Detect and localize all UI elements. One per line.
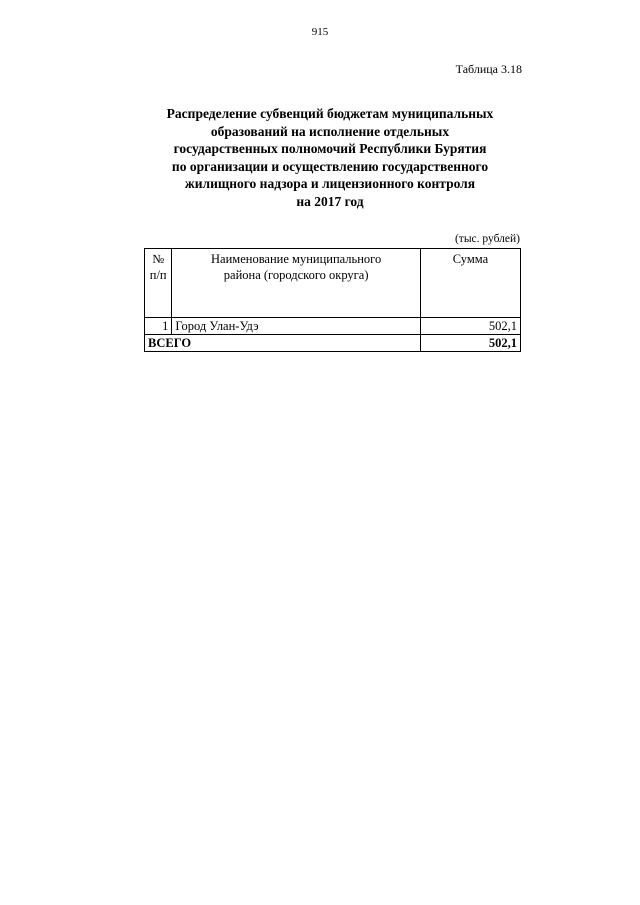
header-sum: Сумма — [420, 249, 520, 318]
document-title — [140, 105, 520, 210]
units-label: (тыс. рублей) — [454, 233, 520, 245]
subsidy-table — [144, 248, 521, 352]
table-header-row — [145, 249, 521, 318]
title-line: Распределение субвенций бюджетам муниципальных — [166, 106, 494, 121]
total-label: ВСЕГО — [145, 335, 421, 352]
page-number: 915 — [311, 26, 329, 38]
title-line: государственных полномочий Республики Бурятия — [173, 141, 487, 156]
title-line: жилищного надзора и лицензионного контроля — [184, 176, 476, 191]
title-line: на 2017 год — [296, 193, 364, 209]
header-number-line2: п/п — [149, 268, 167, 282]
header-name-line1: Наименование муниципального — [211, 252, 382, 266]
table-row — [145, 318, 521, 335]
total-sum: 502,1 — [420, 335, 520, 352]
title-line: по организации и осуществлению государственного — [171, 158, 489, 174]
header-name — [172, 249, 421, 318]
header-number-line1: № — [152, 252, 165, 266]
row-sum: 502,1 — [420, 318, 520, 335]
table-label: Таблица 3.18 — [455, 62, 522, 76]
row-name: Город Улан-Удэ — [172, 318, 421, 335]
header-name-line2: района (городского округа) — [223, 268, 369, 282]
row-number: 1 — [145, 318, 172, 335]
header-number — [145, 249, 172, 318]
title-line: образований на исполнение отдельных — [210, 123, 450, 139]
total-row — [145, 335, 521, 352]
